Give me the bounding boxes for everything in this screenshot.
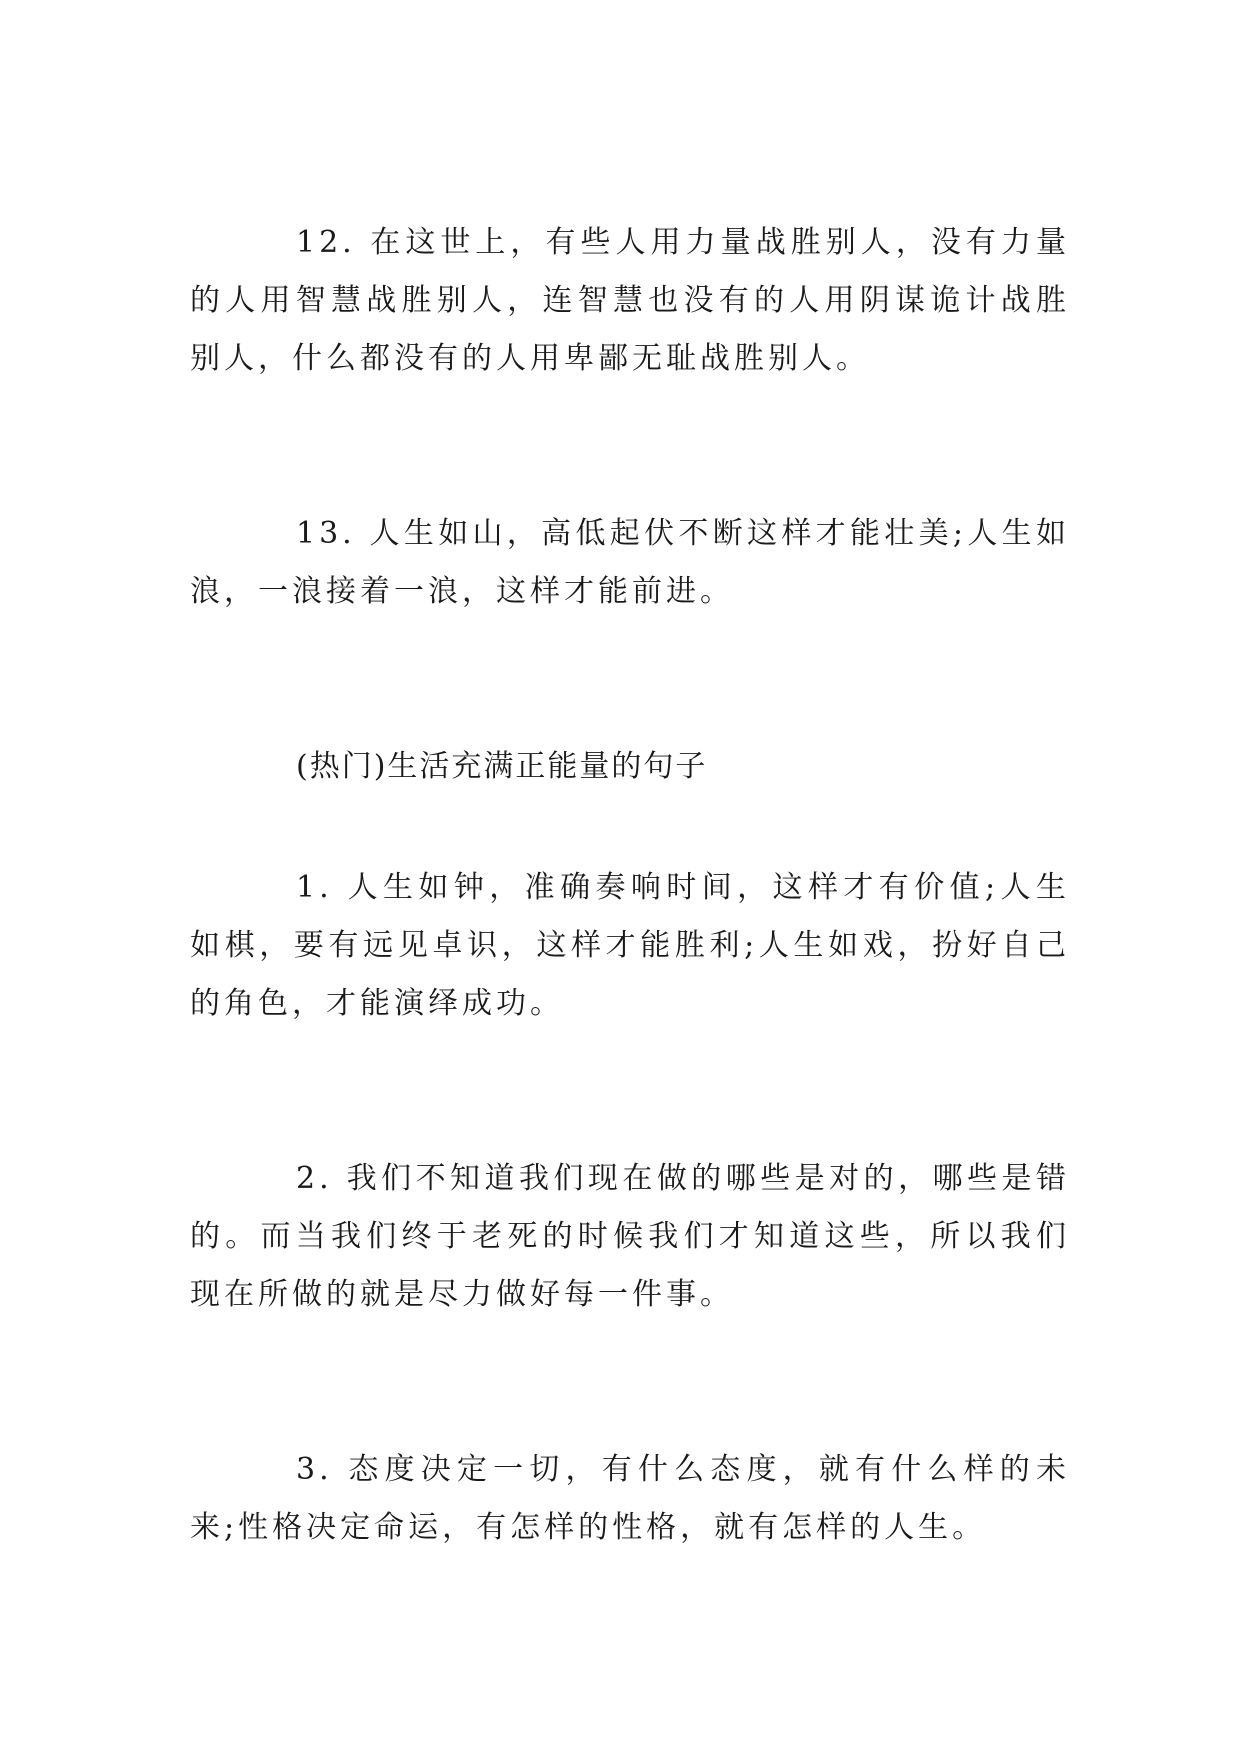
- section-heading: (热门)生活充满正能量的句子: [296, 749, 708, 784]
- paragraph-2: 2. 我们不知道我们现在做的哪些是对的，哪些是错的。而当我们终于老死的时候我们才知道这些，所以我们现在所做的就是尽力做好每一件事。: [190, 1161, 1070, 1312]
- paragraph-3: 3. 态度决定一切，有什么态度，就有什么样的未来;性格决定命运，有怎样的性格，就有怎样的人生。: [190, 1452, 1070, 1545]
- paragraph-12: 12. 在这世上，有些人用力量战胜别人，没有力量的人用智慧战胜别人，连智慧也没有的人用阴谋诡计战胜别人，什么都没有的人用卑鄙无耻战胜别人。: [190, 225, 1070, 376]
- paragraph-13: 13. 人生如山，高低起伏不断这样才能壮美;人生如浪，一浪接着一浪，这样才能前进。: [190, 516, 1070, 609]
- paragraph-1: 1. 人生如钟，准确奏响时间，这样才有价值;人生如棋，要有远见卓识，这样才能胜利;人生如戏，扮好自己的角色，才能演绎成功。: [190, 870, 1070, 1021]
